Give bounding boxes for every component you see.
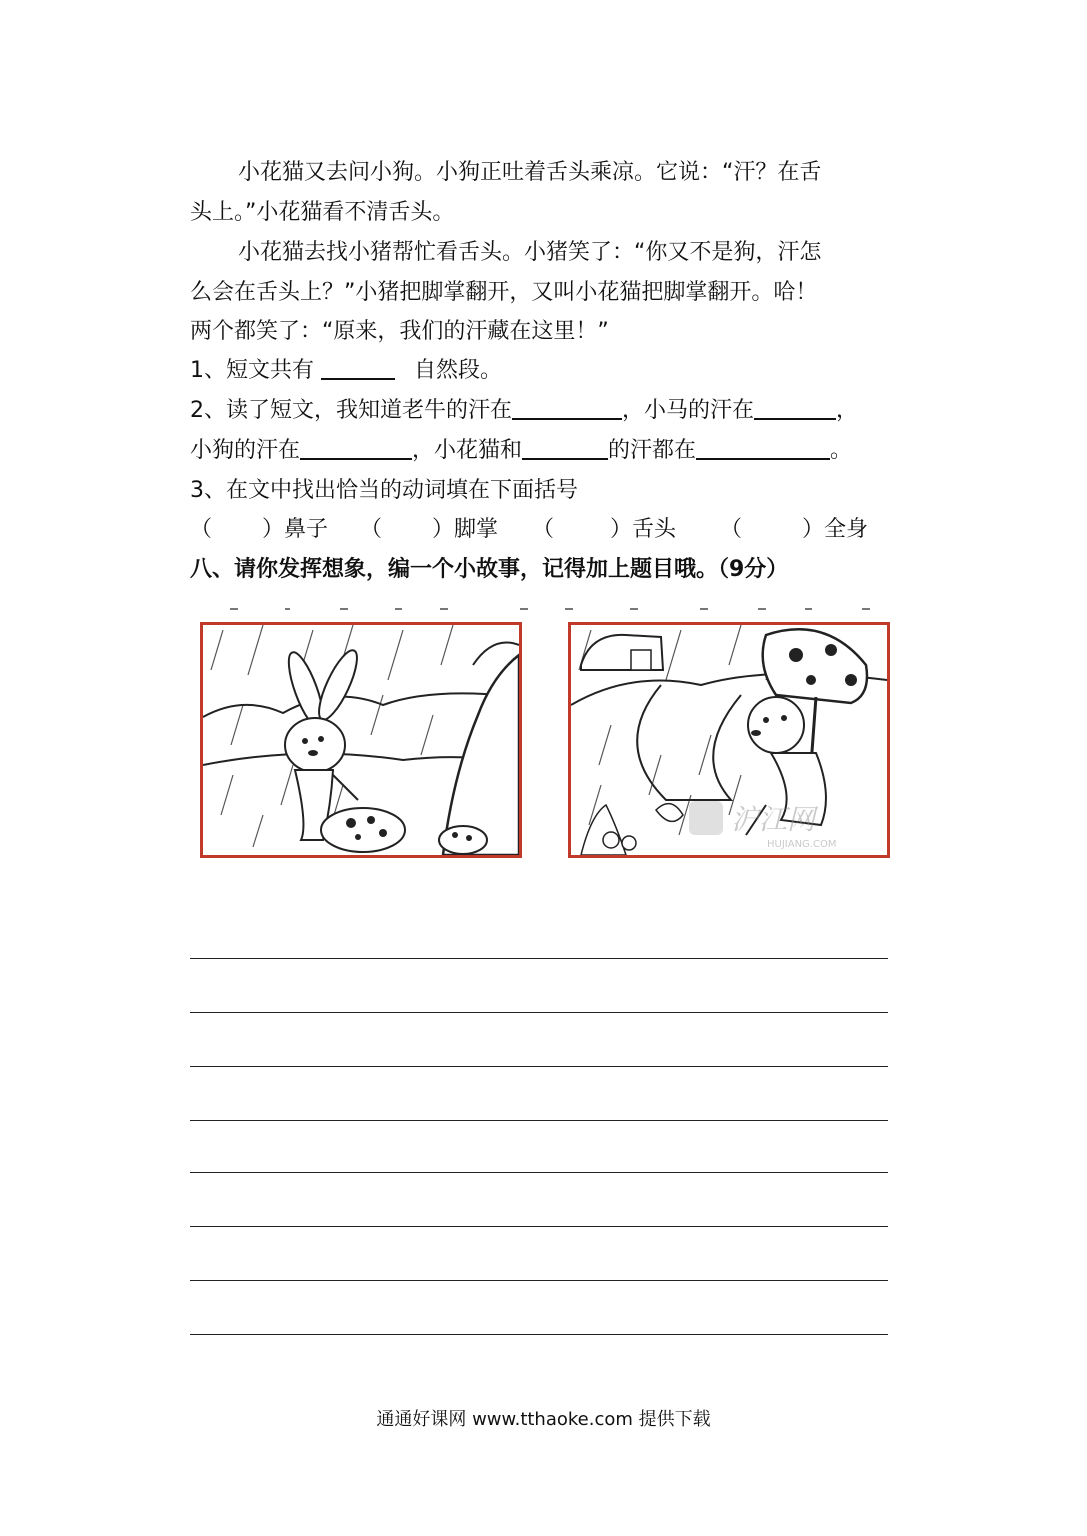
q2-text-e: ，小花猫和 [412,438,523,463]
q1-prefix: 1、短文共有 [190,358,314,383]
q3-item-1[interactable]: （ ）鼻子 [190,517,329,542]
bunny-rain-illustration [203,625,519,855]
writing-line-4[interactable] [190,1120,888,1121]
q2-text-a: 2、读了短文，我知道老牛的汗在 [190,398,512,423]
passage-p2-line1: 小花猫去找小猪帮忙看舌头。小猪笑了：“你又不是狗，汗怎 [238,240,822,265]
q2-text-c: ， [836,398,859,423]
question-3: 3、在文中找出恰当的动词填在下面括号 [190,478,578,503]
q2-text-b: ，小马的汗在 [622,398,755,423]
watermark-brand: 沪江网 [731,803,816,836]
writing-line-3[interactable] [190,1066,888,1067]
q2-text-g: 。 [830,438,853,463]
picture-bunny-in-rain [200,622,522,858]
passage-p1-line2: 头上。”小花猫看不清舌头。 [190,200,455,225]
watermark-url: HUJIANG.COM [767,839,837,850]
scan-artifact-dashes [190,606,880,612]
q2-blank-dog[interactable] [300,436,412,460]
writing-line-1[interactable] [190,958,888,959]
passage-p2-line3: 两个都笑了：“原来，我们的汗藏在这里！” [190,319,609,344]
q2-blank-place[interactable] [696,436,830,460]
passage-p1-line1: 小花猫又去问小狗。小狗正吐着舌头乘凉。它说：“汗？在舌 [238,160,822,185]
writing-line-8[interactable] [190,1334,888,1335]
passage-p2-line2: 么会在舌头上？”小猪把脚掌翻开，又叫小花猫把脚掌翻开。哈！ [190,280,818,305]
section-8-title: 八、请你发挥想象，编一个小故事，记得加上题目哦。（9分） [190,557,789,582]
q2-blank-ox[interactable] [512,396,622,420]
q1-answer-blank[interactable] [321,356,395,380]
q1-suffix: 自然段。 [414,358,503,383]
q2-blank-animal[interactable] [522,436,608,460]
q2-blank-horse[interactable] [754,396,836,420]
bear-rain-illustration [571,625,887,855]
q2-text-d: 小狗的汗在 [190,438,301,463]
q3-answer-row [190,515,890,545]
writing-line-2[interactable] [190,1012,888,1013]
question-2-line1 [190,396,858,426]
picture-bear-with-mushroom [568,622,890,858]
question-1 [190,356,502,386]
writing-line-5[interactable] [190,1172,888,1173]
hujiang-watermark [689,801,836,850]
footer-credit: 通通好课网 www.tthaoke.com 提供下载 [376,1409,711,1430]
q2-text-f: 的汗都在 [608,438,697,463]
question-2-line2 [190,436,852,466]
q3-item-3[interactable]: （ ）舌头 [532,517,677,542]
q3-item-2[interactable]: （ ）脚掌 [360,517,499,542]
q3-item-4[interactable]: （ ）全身 [720,517,869,542]
writing-line-7[interactable] [190,1280,888,1281]
writing-line-6[interactable] [190,1226,888,1227]
